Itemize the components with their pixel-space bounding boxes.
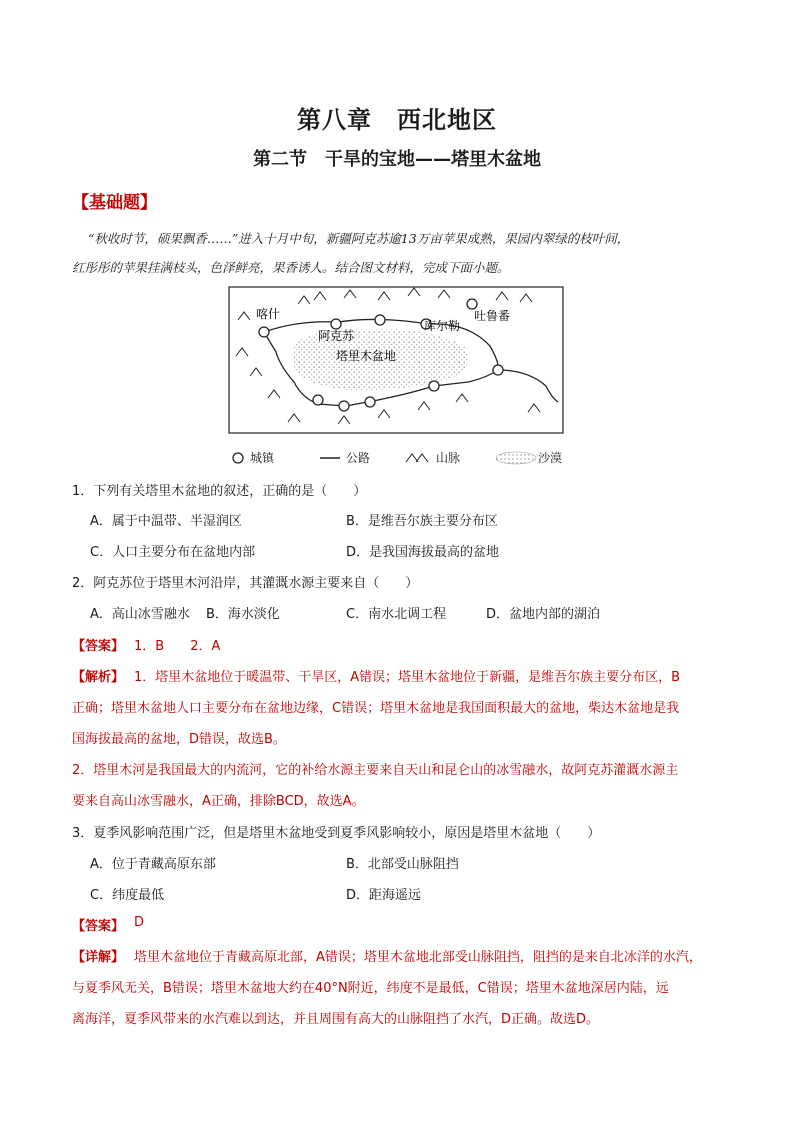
town-turpan — [467, 299, 477, 309]
answer3-label: 【答案】 — [72, 919, 125, 934]
intro-line-1: “秋收时节，硕果飘香……”进入十月中旬，新疆阿克苏逾13万亩苹果成熟，果园内翠绿的枝叶间， — [88, 231, 630, 246]
detail3-line-3: 离海洋，夏季风带来的水汽难以到达，并且周围有高大的山脉阻挡了水汽，D正确。故选D。 — [72, 1012, 600, 1027]
detail3-label: 【详解】 — [72, 950, 125, 965]
map-legend — [228, 446, 608, 468]
answer3-text: D — [134, 915, 145, 930]
tarim-basin-map — [228, 286, 564, 434]
label-korla: 库尔勒 — [424, 319, 461, 333]
q2-option-b: B．海水淡化 — [206, 607, 280, 622]
town-south-2 — [365, 397, 375, 407]
legend-mountain-label: 山脉 — [436, 451, 461, 465]
town-south-4 — [313, 395, 323, 405]
analysis12-line-1: 1．塔里木盆地位于暖温带、干旱区，A错误；塔里木盆地位于新疆，是维吾尔族主要分布区，B — [134, 670, 681, 685]
q3-option-d: D．距海遥远 — [346, 888, 422, 903]
town-east — [493, 365, 503, 375]
detail3-line-1: 塔里木盆地位于青藏高原北部，A错误；塔里木盆地北部受山脉阻挡，阻挡的是来自北冰洋的水汽， — [134, 950, 702, 965]
legend-desert-icon — [496, 452, 536, 464]
legend-road-label: 公路 — [346, 451, 371, 465]
analysis12-line-4: 2．塔里木河是我国最大的内流河，它的补给水源主要来自天山和昆仑山的冰雪融水，故阿克苏灌溉水源主 — [72, 763, 679, 778]
analysis12-label: 【解析】 — [72, 670, 125, 685]
label-basin: 塔里木盆地 — [336, 349, 397, 363]
q1-option-d: D．是我国海拔最高的盆地 — [346, 545, 500, 560]
q1-option-c: C．人口主要分布在盆地内部 — [90, 545, 256, 560]
analysis12-line-5: 要来自高山冰雪融水，A正确，排除BCD，故选A。 — [72, 794, 365, 809]
q3-option-b: B．北部受山脉阻挡 — [346, 857, 459, 872]
label-aksu: 阿克苏 — [318, 329, 355, 343]
legend-town-icon — [233, 453, 243, 463]
label-kashgar: 喀什 — [256, 307, 281, 321]
q1-option-b: B．是维吾尔族主要分布区 — [346, 514, 498, 529]
town-kashgar — [259, 327, 269, 337]
q1-stem: 1．下列有关塔里木盆地的叙述，正确的是（ ） — [72, 484, 367, 499]
answer12-text: 1．B 2．A — [134, 639, 221, 654]
basic-questions-heading: 【基础题】 — [72, 193, 157, 213]
map-svg — [228, 286, 564, 434]
q2-option-c: C．南水北调工程 — [346, 607, 447, 622]
analysis12-line-2: 正确；塔里木盆地人口主要分布在盆地边缘，C错误；塔里木盆地是我国面积最大的盆地，柴达木盆地是我 — [72, 701, 680, 716]
town-aksu — [331, 319, 341, 329]
town-south-3 — [339, 401, 349, 411]
q2-stem: 2．阿克苏位于塔里木河沿岸，其灌溉水源主要来自（ ） — [72, 576, 419, 591]
section-title: 第二节 干旱的宝地——塔里木盆地 — [253, 149, 541, 170]
q2-option-d: D．盆地内部的湖泊 — [486, 607, 601, 622]
detail3-line-2: 与夏季风无关，B错误；塔里木盆地大约在40°N附近，纬度不是最低，C错误；塔里木盆地深居内陆，远 — [72, 981, 669, 996]
label-turpan: 吐鲁番 — [474, 309, 511, 323]
chapter-title: 第八章 西北地区 — [297, 106, 497, 134]
q2-option-a: A．高山冰雪融水 — [90, 607, 190, 622]
legend-town-label: 城镇 — [250, 451, 275, 465]
analysis12-line-3: 国海拔最高的盆地，D错误，故选B。 — [72, 732, 286, 747]
q1-option-a: A．属于中温带、半湿润区 — [90, 514, 242, 529]
q3-stem: 3．夏季风影响范围广泛，但是塔里木盆地受到夏季风影响较小，原因是塔里木盆地（ ） — [72, 826, 601, 841]
town-north — [375, 315, 385, 325]
q3-option-c: C．纬度最低 — [90, 888, 165, 903]
legend-mountain-icon — [406, 454, 428, 462]
intro-line-2: 红彤彤的苹果挂满枝头，色泽鲜亮，果香诱人。结合图文材料，完成下面小题。 — [72, 260, 510, 275]
q3-option-a: A．位于青藏高原东部 — [90, 857, 216, 872]
answer12-label: 【答案】 — [72, 639, 125, 654]
legend-desert-label: 沙漠 — [538, 451, 563, 465]
town-south-1 — [429, 381, 439, 391]
